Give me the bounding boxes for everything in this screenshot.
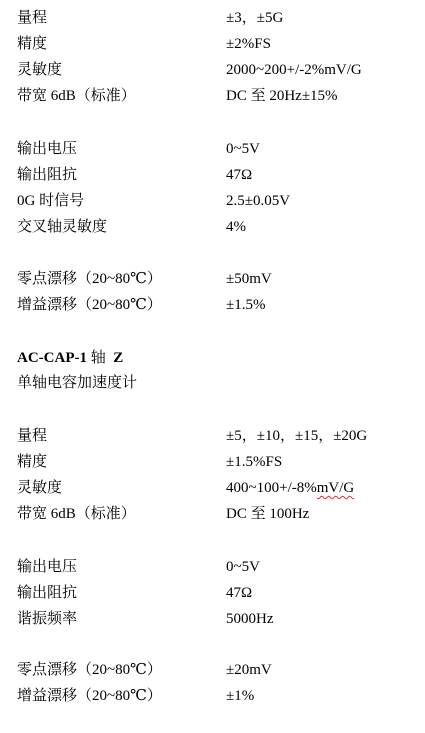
spec-label: 增益漂移（20~80℃） (17, 297, 162, 313)
spec-label: 输出阻抗 (17, 167, 78, 183)
spec-value (226, 477, 354, 499)
spec-label: 输出阻抗 (17, 585, 78, 601)
spec-label: 精度 (17, 454, 48, 470)
spec-label: 零点漂移（20~80℃） (17, 271, 162, 287)
spec-label: 精度 (17, 36, 48, 52)
spell-check-underline: mV/G (316, 480, 355, 496)
spec-row-gain-drift (0, 685, 425, 707)
spec-value: ±1.5% (226, 297, 266, 313)
spec-value: ±20mV (226, 662, 272, 678)
spec-value: ±1.5%FS (226, 454, 283, 470)
spec-label: 带宽 6dB（标准） (17, 88, 136, 104)
spec-row-range (0, 425, 425, 447)
spec-row-output-impedance (0, 582, 425, 604)
spec-label: 灵敏度 (17, 480, 63, 496)
spec-row-output-voltage (0, 138, 425, 160)
spec-value: ±5，±10，±15，±20G (226, 428, 368, 444)
spec-row-accuracy (0, 451, 425, 473)
spec-row-accuracy (0, 33, 425, 55)
spec-value: 0~5V (226, 559, 260, 575)
spec-value: DC 至 100Hz (226, 506, 310, 522)
spec-value: 47Ω (226, 585, 253, 601)
spec-label: 0G 时信号 (17, 193, 85, 209)
spec-row-bandwidth (0, 85, 425, 107)
spec-row-gain-drift (0, 294, 425, 316)
spec-row-bandwidth (0, 503, 425, 525)
spec-value: 2.5±0.05V (226, 193, 291, 209)
model-name: AC-CAP-1 (17, 350, 87, 366)
spec-row-zero-drift (0, 268, 425, 290)
spec-value: ±50mV (226, 271, 272, 287)
spec-label: 输出电压 (17, 141, 78, 157)
spec-value: 4% (226, 219, 246, 235)
spec-row-zero-g-signal (0, 190, 425, 212)
spec-value: 5000Hz (226, 611, 274, 627)
spec-row-range (0, 7, 425, 29)
spec-row-cross-axis (0, 216, 425, 238)
axis-letter: Z (113, 350, 124, 366)
spec-label: 零点漂移（20~80℃） (17, 662, 162, 678)
spec-label: 灵敏度 (17, 62, 63, 78)
spec-value: 47Ω (226, 167, 253, 183)
spec-row-output-impedance (0, 164, 425, 186)
spec-value: 2000~200+/-2%mV/G (226, 62, 362, 78)
model-subtitle: 单轴电容加速度计 (17, 375, 138, 391)
spec-label: 量程 (17, 428, 48, 444)
spec-label: 输出电压 (17, 559, 78, 575)
spec-label: 增益漂移（20~80℃） (17, 688, 162, 704)
axis-word: 轴 (90, 350, 106, 366)
spec-label: 带宽 6dB（标准） (17, 506, 136, 522)
spec-value: ±2%FS (226, 36, 271, 52)
spec-label: 量程 (17, 10, 48, 26)
spec-value: 0~5V (226, 141, 260, 157)
spec-value: DC 至 20Hz±15% (226, 88, 338, 104)
spec-value: ±1% (226, 688, 255, 704)
spec-row-zero-drift (0, 659, 425, 681)
spec-value: ±3，±5G (226, 10, 284, 26)
spec-value-prefix: 400~100+/-8% (226, 480, 317, 496)
spec-row-sensitivity (0, 59, 425, 81)
spec-label: 交叉轴灵敏度 (17, 219, 108, 235)
spec-row-output-voltage (0, 556, 425, 578)
spec-label: 谐振频率 (17, 611, 78, 627)
model-heading (17, 347, 123, 369)
spec-row-resonant-frequency (0, 608, 425, 630)
spec-row-sensitivity (0, 477, 425, 499)
